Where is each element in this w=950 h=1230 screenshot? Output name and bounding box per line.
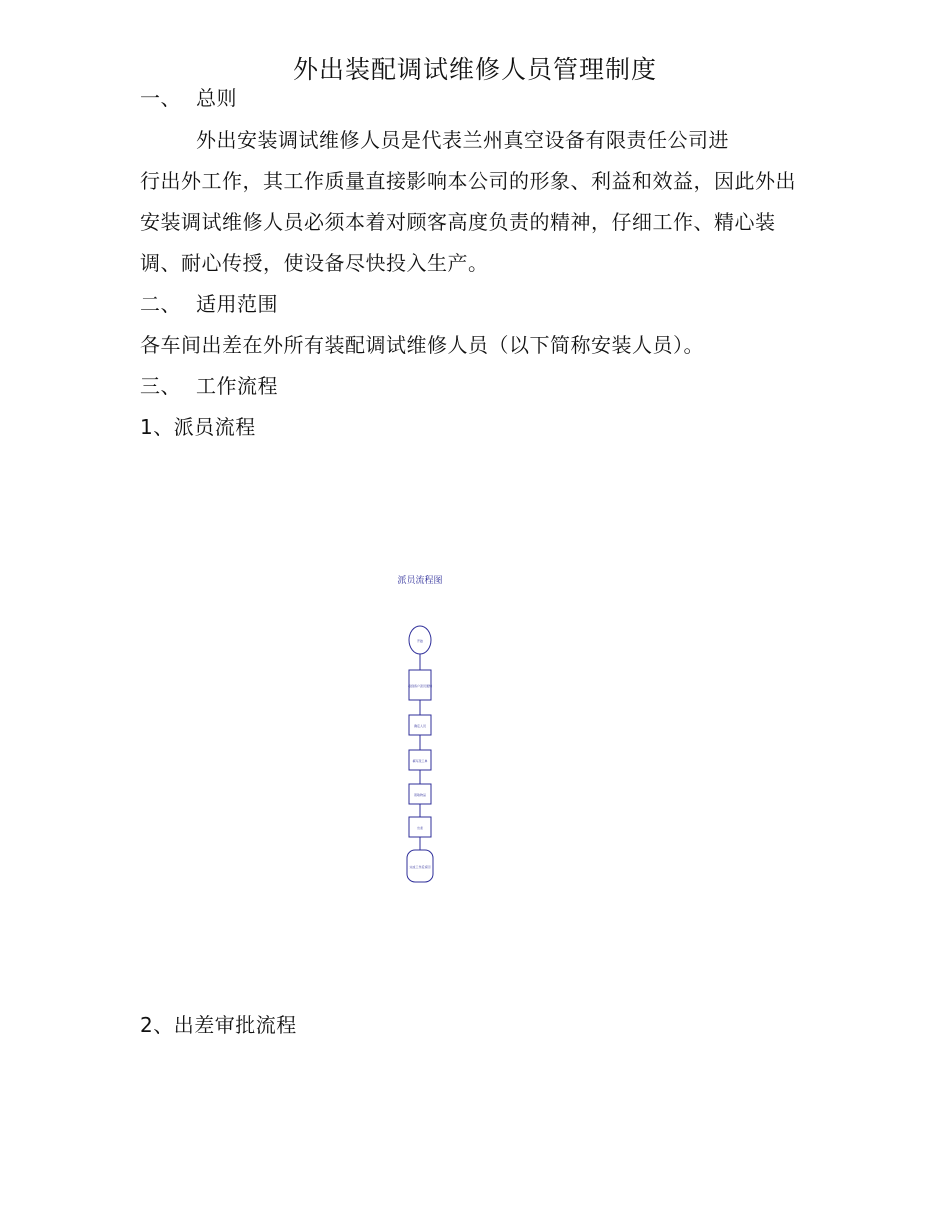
paragraph-line: 调、耐心传授，使设备尽快投入生产。 — [140, 251, 489, 275]
flow-node-label: 出差 — [416, 826, 424, 830]
flow-node-label: 完成工作后返回 — [409, 865, 431, 869]
section-number: 二、 — [140, 292, 181, 316]
section-number: 一、 — [140, 86, 181, 110]
flow-node-label: 填写派工单 — [412, 759, 428, 763]
section-title: 总则 — [196, 86, 237, 110]
flowchart-title: 派员流程图 — [397, 576, 443, 586]
flow-node-label: 开始 — [416, 639, 424, 643]
paragraph-line: 安装调试维修人员必须本着对顾客高度负责的精神，仔细工作、精心装 — [140, 210, 776, 234]
section-heading-workflow — [140, 370, 278, 399]
dispatch-flowchart — [380, 560, 460, 900]
subsection-travel-approval-flow: 2、出差审批流程 — [140, 1013, 297, 1037]
scope-text: 各车间出差在外所有装配调试维修人员（以下简称安装人员）。 — [140, 333, 704, 357]
flow-node-label: 接到客户派员通知 — [407, 684, 433, 688]
flow-node-label: 确定人员 — [413, 724, 427, 728]
document-title: 外出装配调试维修人员管理制度 — [292, 55, 657, 84]
section-title: 适用范围 — [196, 292, 278, 316]
section-title: 工作流程 — [196, 374, 278, 398]
section-number: 三、 — [140, 374, 181, 398]
section-heading-scope — [140, 288, 278, 317]
section-heading-general — [140, 82, 237, 111]
flow-node-label: 领取物品 — [413, 793, 427, 797]
paragraph-line: 行出外工作，其工作质量直接影响本公司的形象、利益和效益，因此外出 — [140, 169, 796, 193]
subsection-dispatch-flow: 1、派员流程 — [140, 415, 256, 439]
paragraph-line: 外出安装调试维修人员是代表兰州真空设备有限责任公司进 — [196, 128, 729, 152]
